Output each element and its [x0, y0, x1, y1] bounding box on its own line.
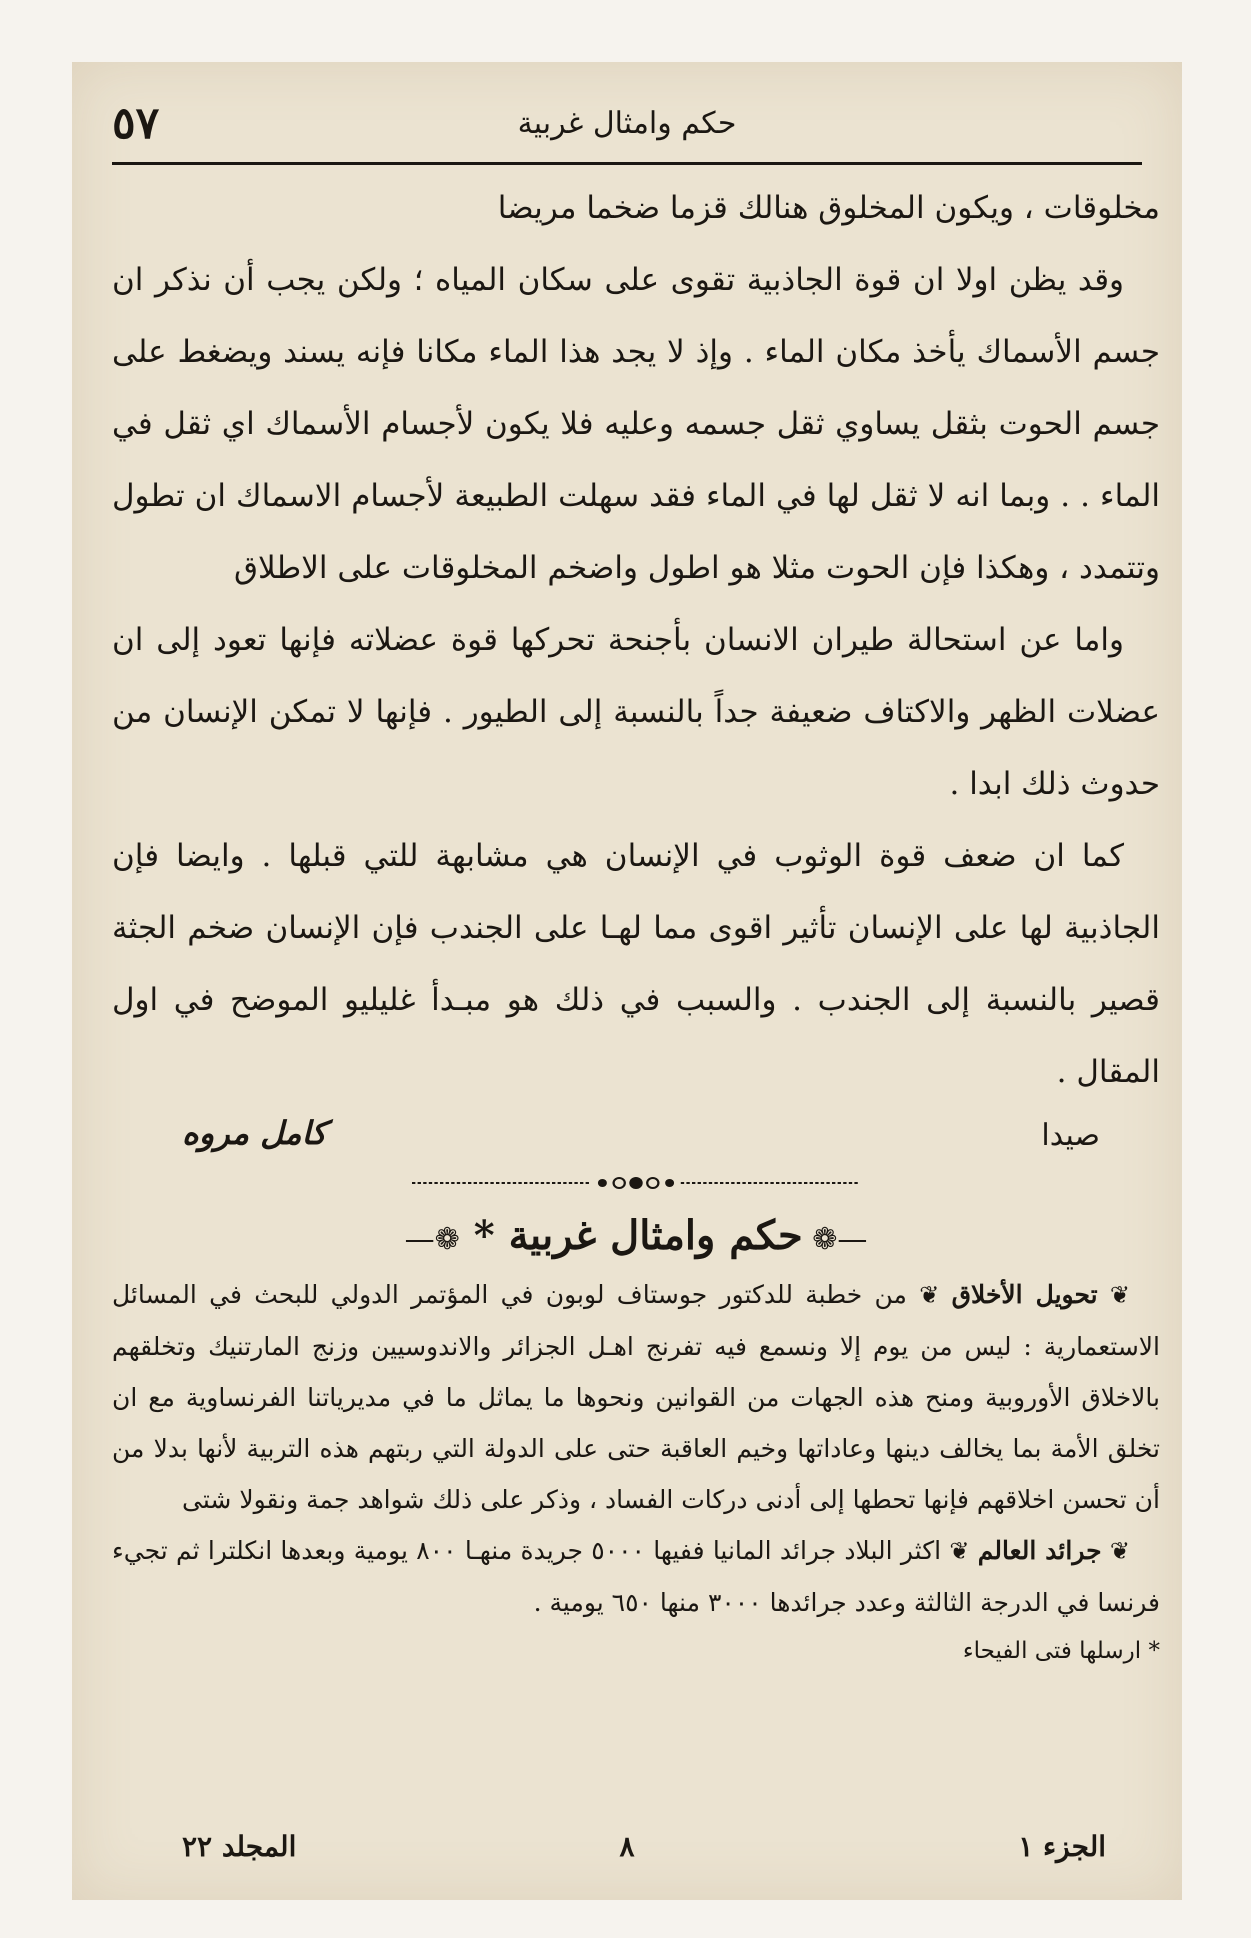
page-footer: [112, 1830, 1142, 1870]
entry-lead: جرائد العالم: [977, 1536, 1102, 1565]
section-title-text: حكم وامثال غربية: [508, 1212, 803, 1259]
paragraph: مخلوقات ، ويكون المخلوق هنالك قزما ضخما مريضا: [497, 190, 1160, 226]
ornamental-divider: [412, 1168, 860, 1198]
entry: [112, 1525, 1160, 1628]
fleuron-icon: ❦: [949, 1537, 970, 1565]
page-body: [112, 172, 1160, 1664]
signature-city: صيدا: [1041, 1118, 1100, 1153]
page-number: ٥٧: [112, 98, 160, 149]
footnote-marker: *: [473, 1212, 495, 1259]
paragraph: كما ان ضعف قوة الوثوب في الإنسان هي مشابهة للتي قبلها . وايضا فإن الجاذبية لها على الإنسان تأثير اقوى مما لهـا على الجندب فإن الإنسان ضخم الجثة قصير بالنسبة إلى الجندب . والسبب في ذلك هو مبـدأ غليليو الموضح في اول المقال .: [112, 838, 1160, 1090]
signature: [112, 1108, 1160, 1168]
running-title: حكم وامثال غربية: [517, 106, 737, 141]
entry: [112, 1269, 1160, 1525]
footer-volume: المجلد ٢٢: [182, 1830, 297, 1863]
paragraph: واما عن استحالة طيران الانسان بأجنحة تحركها قوة عضلاته فإنها تعود إلى ان عضلات الظهر والاكتاف ضعيفة جداً بالنسبة إلى الطيور . فإنها لا تمكن الإنسان من حدوث ذلك ابدا .: [112, 622, 1160, 802]
book-page: [72, 62, 1182, 1900]
flourish-icon: ❁—: [404, 1222, 460, 1257]
footnote: * ارسلها فتى الفيحاء: [962, 1638, 1160, 1664]
flourish-icon: —❁: [802, 1222, 868, 1257]
entry-text: اكثر البلاد جرائد المانيا ففيها ٥٠٠٠ جريدة منهـا ٨٠٠ يومية وبعدها انكلترا ثم تجيء فرنسا في الدرجة الثالثة وعدد جرائدها ٣٠٠٠ منها ٦٥٠ يومية .: [112, 1536, 1160, 1617]
header-rule: [112, 162, 1142, 165]
fleuron-icon: ❦: [1109, 1537, 1130, 1565]
page-header: [112, 98, 1142, 158]
fleuron-icon: ❦: [1109, 1281, 1130, 1309]
section-title: [112, 1212, 1160, 1259]
footer-part: الجزء ١: [1018, 1830, 1106, 1863]
article-text: [112, 172, 1160, 1108]
paragraph: وقد يظن اولا ان قوة الجاذبية تقوى على سكان المياه ؛ ولكن يجب أن نذكر ان جسم الأسماك يأخذ مكان الماء . وإذ لا يجد هذا الماء مكانا فإنه يسند ويضغط على جسم الحوت بثقل يساوي ثقل جسمه وعليه فلا يكون لأجسام الأسماك اي ثقل في الماء . . وبما انه لا ثقل لها في الماء فقد سهلت الطبيعة لأجسام الاسماك ان تطول وتتمدد ، وهكذا فإن الحوت مثلا هو اطول واضخم المخلوقات على الاطلاق: [112, 262, 1160, 586]
entry-text: من خطبة للدكتور جوستاف لوبون في المؤتمر الدولي للبحث في المسائل الاستعمارية : ليس من يوم إلا ونسمع فيه تفرنج اهـل الجزائر والاندوسيين وزنج المارتنيك وتخلقهم بالاخلاق الأوروبية ومنح هذه الجهات من القوانين ونحوها ما يماثل ما في مديرياتنا الفرنساوية مع ان تخلق الأمة بما يخالف دينها وعاداتها وخيم العاقبة حتى على الدولة التي ربتهم هذه التربية لأنها بدلا من أن تحسن اخلاقهم فإنها تحطها إلى أدنى دركات الفساد ، وذكر على ذلك شواهد جمة ونقولا شتى: [112, 1280, 1160, 1514]
fleuron-icon: ❦: [919, 1281, 940, 1309]
entries: [112, 1269, 1160, 1628]
entry-lead: تحويل الأخلاق: [951, 1280, 1098, 1309]
footer-sheet: ٨: [619, 1830, 635, 1863]
signature-author: كامل مروه: [182, 1114, 327, 1152]
